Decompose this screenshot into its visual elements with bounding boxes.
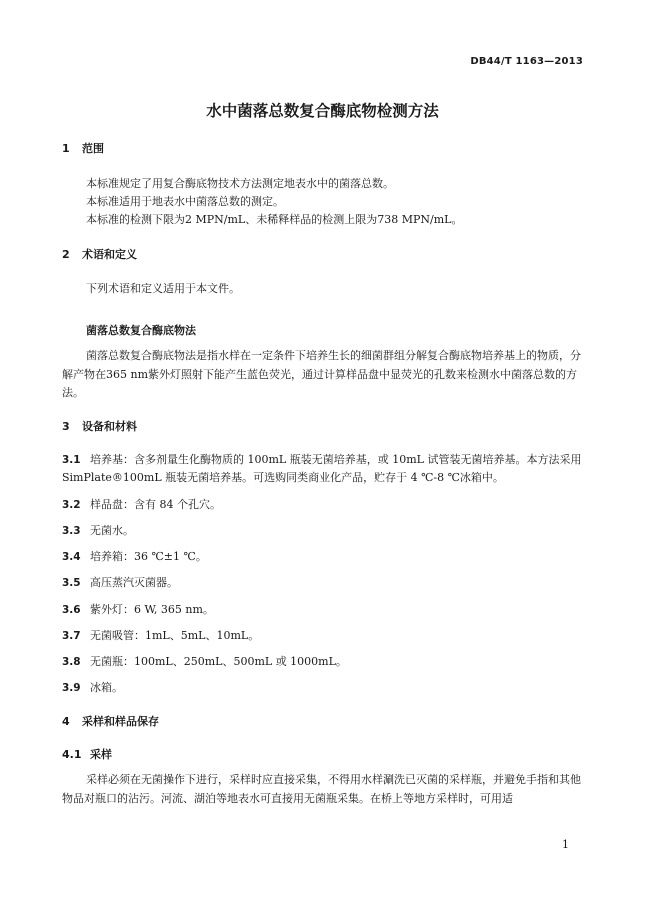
equipment-item — [62, 451, 584, 487]
item-number: 3.2 — [62, 499, 81, 511]
item-number: 3.7 — [62, 630, 81, 642]
item-text: 培养基：含多剂量生化酶物质的 100mL 瓶装无菌培养基，或 10mL 试管装无菌培养基。本方法采用 SimPlate®100mL 瓶装无菌培养基。可选购同类商业化产品，贮存于 4 ℃-8 ℃冰箱中。 — [62, 453, 582, 484]
section-number: 2 — [62, 248, 70, 261]
item-text: 培养箱：36 ℃±1 ℃。 — [90, 550, 207, 563]
equipment-item — [62, 548, 207, 564]
section-heading-sampling — [62, 713, 159, 729]
item-text: 无菌水。 — [90, 524, 134, 537]
terms-intro: 下列术语和定义适用于本文件。 — [86, 282, 240, 295]
item-text: 样品盘：含有 84 个孔穴。 — [90, 498, 221, 511]
scope-line-1: 本标准规定了用复合酶底物技术方法测定地表水中的菌落总数。 — [86, 177, 394, 190]
section-heading-terms — [62, 246, 137, 262]
item-text: 无菌瓶：100mL、250mL、500mL 或 1000mL。 — [90, 655, 347, 668]
section-number: 3 — [62, 420, 70, 433]
scope-line-3: 本标准的检测下限为2 MPN/mL、未稀释样品的检测上限为738 MPN/mL。 — [86, 213, 463, 226]
term-name: 菌落总数复合酶底物法 — [86, 324, 196, 337]
section-title: 术语和定义 — [82, 248, 137, 261]
item-number: 3.1 — [62, 454, 81, 466]
item-number: 3.3 — [62, 525, 81, 537]
item-number: 3.6 — [62, 604, 81, 616]
section-number: 4 — [62, 715, 70, 728]
document-title: 水中菌落总数复合酶底物检测方法 — [206, 102, 439, 120]
subsection-title: 采样 — [90, 748, 112, 761]
equipment-item — [62, 601, 214, 617]
equipment-item — [62, 653, 347, 669]
section-title: 范围 — [82, 142, 104, 155]
item-number: 3.8 — [62, 656, 81, 668]
section-title: 设备和材料 — [82, 420, 137, 433]
section-title: 采样和样品保存 — [82, 715, 159, 728]
item-text: 无菌吸管：1mL、5mL、10mL。 — [90, 629, 260, 642]
page-number: 1 — [562, 838, 569, 851]
equipment-item — [62, 679, 123, 695]
item-number: 3.4 — [62, 551, 81, 563]
item-number: 3.9 — [62, 682, 81, 694]
equipment-item — [62, 522, 134, 538]
sampling-paragraph: 采样必须在无菌操作下进行，采样时应直接采集，不得用水样涮洗已灭菌的采样瓶，并避免手指和其他物品对瓶口的沾污。河流、湖泊等地表水可直接用无菌瓶采集。在桥上等地方采样时，可用适 — [62, 773, 581, 805]
subsection-heading-sampling — [62, 746, 112, 762]
equipment-item — [62, 496, 221, 512]
section-number: 1 — [62, 142, 70, 155]
subsection-number: 4.1 — [62, 748, 82, 761]
document-code: DB44/T 1163—2013 — [470, 56, 583, 67]
item-text: 冰箱。 — [90, 681, 123, 694]
equipment-item — [62, 574, 178, 590]
item-number: 3.5 — [62, 577, 81, 589]
item-text: 高压蒸汽灭菌器。 — [90, 576, 178, 589]
section-heading-scope — [62, 140, 104, 156]
section-heading-equipment — [62, 418, 137, 434]
scope-line-2: 本标准适用于地表水中菌落总数的测定。 — [86, 195, 284, 208]
term-definition: 菌落总数复合酶底物法是指水样在一定条件下培养生长的细菌群组分解复合酶底物培养基上的物质，分解产物在365 nm紫外灯照射下能产生蓝色荧光，通过计算样品盘中显荧光的孔数来检测水中菌落总数的方法。 — [62, 349, 581, 399]
equipment-item — [62, 627, 259, 643]
item-text: 紫外灯：6 W, 365 nm。 — [90, 603, 214, 616]
